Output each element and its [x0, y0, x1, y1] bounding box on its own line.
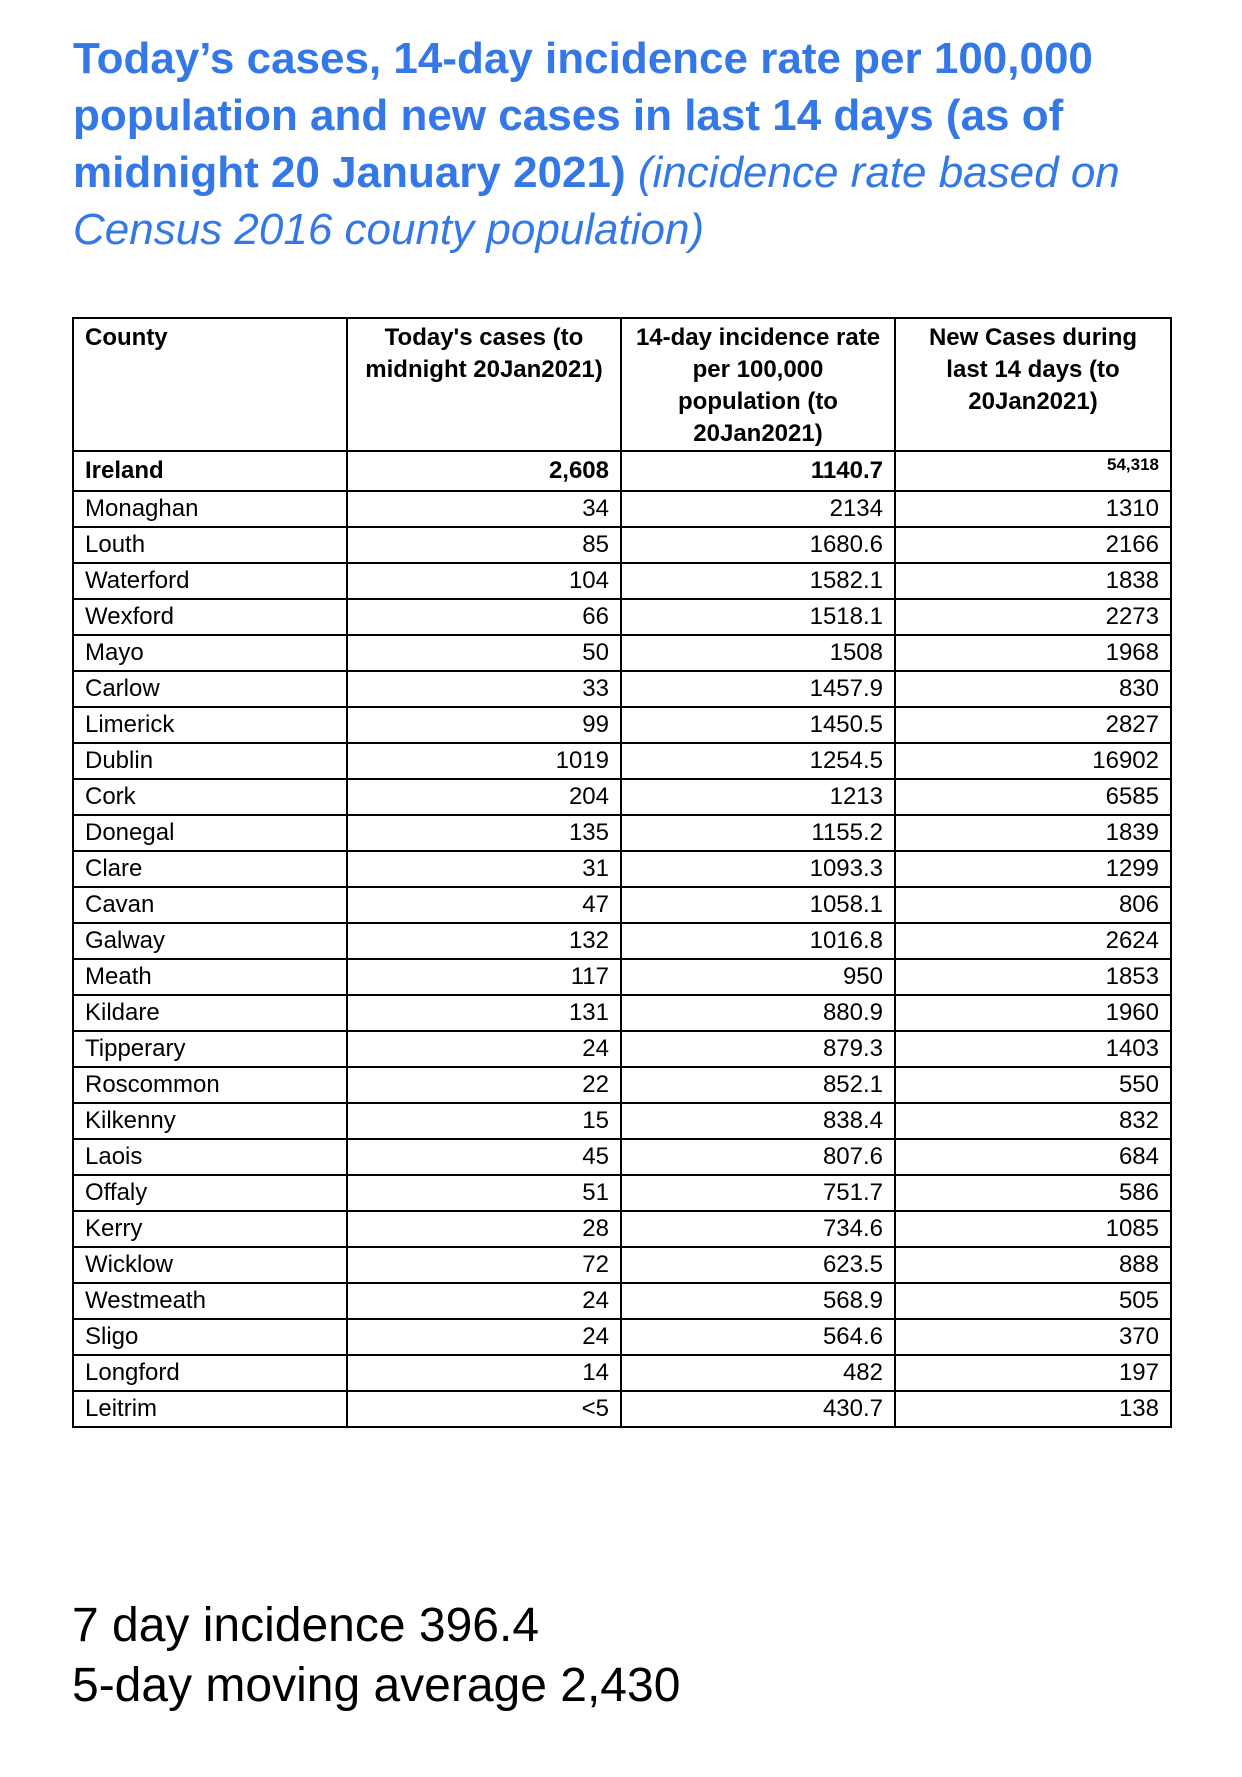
table-row-total [73, 451, 1171, 491]
county-cell: Wicklow [73, 1247, 347, 1283]
new-cases-cell: 1853 [895, 959, 1171, 995]
table-row [73, 1283, 1171, 1319]
title-main: Today’s cases, 14-day incidence rate per 100,000 population and new cases in last 14 days (as of midnight 20 January 2021) [73, 34, 1093, 197]
county-cell: Clare [73, 851, 347, 887]
incidence-rate-cell: 751.7 [621, 1175, 895, 1211]
new-cases-cell: 138 [895, 1391, 1171, 1427]
title-note: (incidence rate based on Census 2016 county population) [73, 148, 1120, 254]
new-cases-cell: 1299 [895, 851, 1171, 887]
county-cell: Waterford [73, 563, 347, 599]
todays-cases-cell: 135 [347, 815, 621, 851]
new-cases-cell: 6585 [895, 779, 1171, 815]
new-cases-cell: 1839 [895, 815, 1171, 851]
county-cell: Westmeath [73, 1283, 347, 1319]
table-row [73, 1355, 1171, 1391]
county-cell: Monaghan [73, 491, 347, 527]
todays-cases-cell: 34 [347, 491, 621, 527]
county-cell: Limerick [73, 707, 347, 743]
todays-cases-cell: 85 [347, 527, 621, 563]
incidence-rate-cell: 950 [621, 959, 895, 995]
incidence-rate-cell: 734.6 [621, 1211, 895, 1247]
table-row [73, 671, 1171, 707]
county-cell: Louth [73, 527, 347, 563]
incidence-rate-cell: 1016.8 [621, 923, 895, 959]
county-cell: Donegal [73, 815, 347, 851]
total-todays-cases: 2,608 [347, 451, 621, 491]
new-cases-cell: 1968 [895, 635, 1171, 671]
county-cell: Kilkenny [73, 1103, 347, 1139]
county-cell: Kerry [73, 1211, 347, 1247]
table-row [73, 959, 1171, 995]
incidence-rate-cell: 1457.9 [621, 671, 895, 707]
todays-cases-cell: 24 [347, 1319, 621, 1355]
county-cell: Offaly [73, 1175, 347, 1211]
todays-cases-cell: 1019 [347, 743, 621, 779]
new-cases-cell: 830 [895, 671, 1171, 707]
table-row [73, 599, 1171, 635]
todays-cases-cell: 28 [347, 1211, 621, 1247]
todays-cases-cell: 132 [347, 923, 621, 959]
table-row [73, 1103, 1171, 1139]
table-row [73, 1031, 1171, 1067]
table-row [73, 1319, 1171, 1355]
incidence-rate-cell: 430.7 [621, 1391, 895, 1427]
new-cases-cell: 2166 [895, 527, 1171, 563]
todays-cases-cell: 24 [347, 1031, 621, 1067]
new-cases-cell: 370 [895, 1319, 1171, 1355]
new-cases-cell: 888 [895, 1247, 1171, 1283]
incidence-rate-cell: 623.5 [621, 1247, 895, 1283]
table-row [73, 815, 1171, 851]
county-cell: Roscommon [73, 1067, 347, 1103]
todays-cases-cell: 45 [347, 1139, 621, 1175]
incidence-rate-cell: 879.3 [621, 1031, 895, 1067]
incidence-rate-cell: 1254.5 [621, 743, 895, 779]
new-cases-cell: 2827 [895, 707, 1171, 743]
table-row [73, 887, 1171, 923]
page-title [73, 30, 1193, 258]
incidence-rate-cell: 564.6 [621, 1319, 895, 1355]
table-header-row [73, 318, 1171, 451]
table-row [73, 851, 1171, 887]
table-row [73, 1391, 1171, 1427]
incidence-rate-cell: 838.4 [621, 1103, 895, 1139]
todays-cases-cell: 15 [347, 1103, 621, 1139]
table-row [73, 1175, 1171, 1211]
header-incidence-rate: 14-day incidence rate per 100,000 population (to 20Jan2021) [621, 318, 895, 451]
table-row [73, 527, 1171, 563]
header-new-cases: New Cases during last 14 days (to 20Jan2021) [895, 318, 1171, 451]
county-cell: Wexford [73, 599, 347, 635]
county-cell: Cork [73, 779, 347, 815]
incidence-rate-cell: 1508 [621, 635, 895, 671]
todays-cases-cell: 131 [347, 995, 621, 1031]
todays-cases-cell: 50 [347, 635, 621, 671]
todays-cases-cell: 24 [347, 1283, 621, 1319]
county-cell: Leitrim [73, 1391, 347, 1427]
new-cases-cell: 806 [895, 887, 1171, 923]
new-cases-cell: 1403 [895, 1031, 1171, 1067]
new-cases-cell: 1838 [895, 563, 1171, 599]
incidence-rate-cell: 1450.5 [621, 707, 895, 743]
summary-footer [72, 1596, 680, 1716]
total-new-cases: 54,318 [895, 451, 1171, 491]
incidence-rate-cell: 1518.1 [621, 599, 895, 635]
todays-cases-cell: 14 [347, 1355, 621, 1391]
county-cell: Sligo [73, 1319, 347, 1355]
county-cell: Kildare [73, 995, 347, 1031]
table-row [73, 923, 1171, 959]
table-row [73, 707, 1171, 743]
todays-cases-cell: 204 [347, 779, 621, 815]
five-day-moving-average: 5-day moving average 2,430 [72, 1659, 681, 1712]
todays-cases-cell: 22 [347, 1067, 621, 1103]
new-cases-cell: 2273 [895, 599, 1171, 635]
table-row [73, 563, 1171, 599]
todays-cases-cell: 33 [347, 671, 621, 707]
todays-cases-cell: 99 [347, 707, 621, 743]
county-cell: Carlow [73, 671, 347, 707]
incidence-rate-cell: 1680.6 [621, 527, 895, 563]
incidence-rate-cell: 1093.3 [621, 851, 895, 887]
table-row [73, 635, 1171, 671]
table-row [73, 995, 1171, 1031]
total-county: Ireland [73, 451, 347, 491]
county-cell: Cavan [73, 887, 347, 923]
todays-cases-cell: 47 [347, 887, 621, 923]
new-cases-cell: 505 [895, 1283, 1171, 1319]
new-cases-cell: 832 [895, 1103, 1171, 1139]
new-cases-cell: 1310 [895, 491, 1171, 527]
incidence-rate-cell: 2134 [621, 491, 895, 527]
incidence-rate-cell: 568.9 [621, 1283, 895, 1319]
seven-day-incidence: 7 day incidence 396.4 [72, 1599, 540, 1652]
new-cases-cell: 1960 [895, 995, 1171, 1031]
table-row [73, 491, 1171, 527]
table-row [73, 1139, 1171, 1175]
county-cell: Galway [73, 923, 347, 959]
incidence-rate-cell: 482 [621, 1355, 895, 1391]
table-row [73, 1247, 1171, 1283]
county-cases-table [72, 317, 1172, 1428]
incidence-rate-cell: 1213 [621, 779, 895, 815]
total-incidence-rate: 1140.7 [621, 451, 895, 491]
new-cases-cell: 1085 [895, 1211, 1171, 1247]
county-cell: Laois [73, 1139, 347, 1175]
incidence-rate-cell: 880.9 [621, 995, 895, 1031]
table-row [73, 1211, 1171, 1247]
todays-cases-cell: <5 [347, 1391, 621, 1427]
incidence-rate-cell: 1582.1 [621, 563, 895, 599]
incidence-rate-cell: 1058.1 [621, 887, 895, 923]
header-county: County [73, 318, 347, 451]
county-cell: Meath [73, 959, 347, 995]
table-row [73, 743, 1171, 779]
header-todays-cases: Today's cases (to midnight 20Jan2021) [347, 318, 621, 451]
new-cases-cell: 197 [895, 1355, 1171, 1391]
todays-cases-cell: 72 [347, 1247, 621, 1283]
todays-cases-cell: 31 [347, 851, 621, 887]
new-cases-cell: 16902 [895, 743, 1171, 779]
new-cases-cell: 2624 [895, 923, 1171, 959]
todays-cases-cell: 51 [347, 1175, 621, 1211]
todays-cases-cell: 66 [347, 599, 621, 635]
county-cell: Mayo [73, 635, 347, 671]
incidence-rate-cell: 807.6 [621, 1139, 895, 1175]
county-cell: Dublin [73, 743, 347, 779]
incidence-rate-cell: 1155.2 [621, 815, 895, 851]
new-cases-cell: 550 [895, 1067, 1171, 1103]
table-row [73, 779, 1171, 815]
todays-cases-cell: 117 [347, 959, 621, 995]
county-cell: Tipperary [73, 1031, 347, 1067]
county-cell: Longford [73, 1355, 347, 1391]
new-cases-cell: 684 [895, 1139, 1171, 1175]
todays-cases-cell: 104 [347, 563, 621, 599]
new-cases-cell: 586 [895, 1175, 1171, 1211]
table-row [73, 1067, 1171, 1103]
incidence-rate-cell: 852.1 [621, 1067, 895, 1103]
